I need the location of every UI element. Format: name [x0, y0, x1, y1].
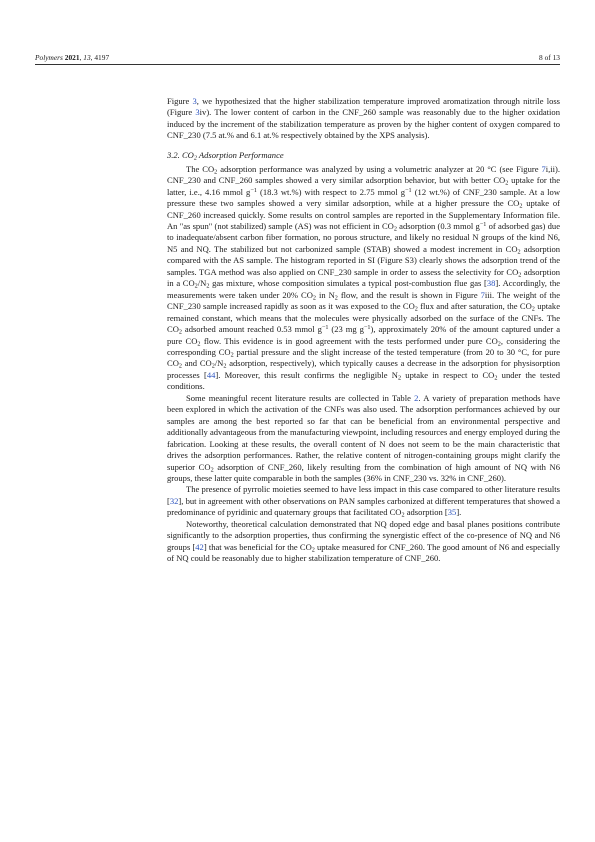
figure-link[interactable]: 3	[195, 107, 200, 118]
reference-link[interactable]: 38	[486, 278, 496, 289]
figure-link[interactable]: 7	[480, 289, 485, 300]
paragraph-5: Noteworthy, theoretical calculation demonstrated that NQ doped edge and basal planes positions contribute significantly to the adsorption properties, thus confirming the synergistic effect of the co-presence of NQ and N6 groups [42] that was beneficial for the $CO_2$ uptake measured for CNF_260. The good amount of N6 and especially of NQ could be reasonably due to higher stabilization temperature of CNF_260.	[167, 518, 560, 564]
journal-citation: Polymers 2021, 13, 4197	[35, 53, 110, 62]
figure-link[interactable]: 3	[192, 96, 197, 106]
figure-link[interactable]: 7	[541, 163, 546, 174]
journal-name: Polymers	[35, 53, 63, 62]
article-number: , 4197	[90, 53, 110, 62]
reference-link[interactable]: 32	[169, 495, 179, 506]
reference-link[interactable]: 35	[447, 507, 457, 518]
body-text	[167, 96, 560, 565]
page-number: 8 of 13	[539, 53, 560, 62]
paragraph-4: The presence of pyrrolic moieties seemed to have less impact in this case compared to other literature results [32], but in agreement with other observations on PAN samples carbonized at different temperatures that showed a predominance of pyridinic and quaternary groups that facilitated $CO_2$ adsorption [35].	[167, 484, 560, 519]
reference-link[interactable]: 44	[206, 369, 216, 380]
journal-year: 2021	[64, 53, 80, 62]
paragraph-3: Some meaningful recent literature results are collected in Table 2. A variety of preparation methods have been explored in which the activation of the CNFs was also used. The adsorption performances achieved by our samples are among the best reported so far that can be beneficial from an environmental perspective and additionally advantageous from the manufacturing viewpoint, including resources and energy employed during the fabrication. Looking at these results, the overall content of N does not seem to be the main characteristic that drives the adsorption performances. Rather, the relative content of nitrogen-containing groups might clarify the superior $CO_2$ adsorption of CNF_260, likely resulting from the combination of high amount of NQ with N6 groups, these latter quite comparable in both the samples (36% in CNF_230 vs. 32% in CNF_260).	[167, 392, 560, 483]
table-link[interactable]: 2	[414, 392, 419, 403]
section-heading: 3.2. $CO_2$ Adsorption Performance	[167, 150, 284, 162]
paragraph-2: The $CO_2$ adsorption performance was analyzed by using a volumetric analyzer at 20 °C (see Figure 7i,ii). CNF_230 and CNF_260 samples showed a very similar adsorption behavior, but with better $CO_2$ uptake for the latter, i.e., 4.16 mmol $g^{-1}$ (18.3 wt.%) with respect to 2.75 mmol $g^{-1}$ (12 wt.%) of CNF_230 sample. At a low pressure these two samples showed a very similar adsorption, while at a higher pressure the $CO_2$ uptake of CNF_260 increased quickly. Some results on control samples are reported in the Supplementary Information file. An "as spun" (not stabilized) sample (AS) was not efficient in $CO_2$ adsorption (0.3 mmol $g^{-1}$ of adsorbed gas) due to inadequate/absent carbon fiber formation, no porous structure, and likely no residual N groups of the kind N6, N5 and NQ. The stabilized but not carbonized sample (STAB) showed a modest increment in $CO_2$ adsorption compared with the AS sample. The histogram reported in SI (Figure S3) clearly shows the adsorption trend of the samples. TGA method was also applied on CNF_230 sample in order to assess the selectivity for $CO_2$ adsorption in a $CO_2/N_2$ gas mixture, whose composition simulates a typical post-combustion flue gas [38]. Accordingly, the measurements were taken under 20% $CO_2$ in $N_2$ flow, and the result is shown in Figure 7iii. The weight of the CNF_230 sample increased rapidly as soon as it was exposed to the $CO_2$ flux and after saturation, the $CO_2$ uptake remained constant, which means that the molecules were physically adsorbed on the surface of the CNFs. The $CO_2$ adsorbed amount reached 0.53 mmol $g^{-1}$ (23 mg $g^{-1}$), approximately 20% of the amount captured under a pure $CO_2$ flow. This evidence is in good agreement with the tests performed under pure $CO_2$, considering the corresponding $CO_2$ partial pressure and the slight increase of the tested temperature (from 20 to 30 °C, for pure $CO_2$ and $CO_2/N_2$ adsorption, respectively), which typically causes a decrease in the adsorption for physisorption processes [44]. Moreover, this result confirms the negligible $N_2$ uptake in respect to $CO_2$ under the tested conditions.	[167, 163, 561, 392]
journal-volume: 13	[83, 53, 91, 62]
header-rule	[35, 64, 560, 65]
paragraph-1: Figure 3, we hypothesized that the higher stabilization temperature improved aromatization through nitrile loss (Figure 3iv). The lower content of carbon in the CNF_260 sample was reasonably due to the higher oxidation induced by the increment of the stabilization temperature as proven by the higher content of oxygen compared to CNF_230 (7.5 at.% and 6.1 at.% respectively obtained by the XPS analysis).	[167, 96, 561, 141]
reference-link[interactable]: 42	[195, 541, 204, 552]
